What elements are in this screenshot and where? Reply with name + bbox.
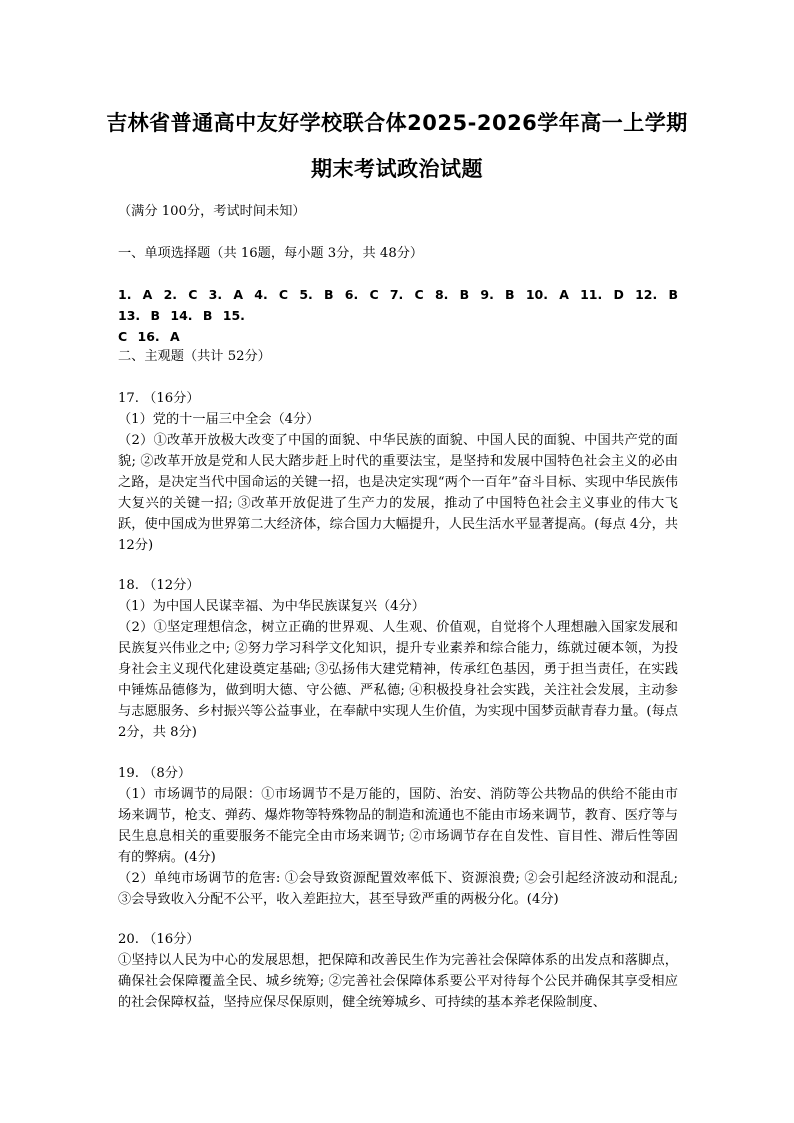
section-1-heading: 一、单项选择题（共 16题，每小题 3分，共 48分） [118,246,424,261]
exam-note [118,201,678,222]
q20-number: 20. （16分） [118,932,200,947]
title-line-2: 期末考试政治试题 [311,157,483,181]
q20-part-1: ①坚持以人民为中心的发展思想，把保障和改善民生作为完善社会保障体系的出发点和落脚点，确保社会保障覆盖全民、城乡统筹; ②完善社会保障体系要公平对待每个公民并确保其享受相应的社会保障权益，坚持应保尽保原则，健全统筹城乡、可持续的基本养老保险制度、 [118,953,678,1010]
q19-number: 19. （8分） [118,766,192,781]
choice-answers-line-2: C 16. A [118,329,180,344]
q19-part-1: （1）市场调节的局限：①市场调节不是万能的，国防、治安、消防等公共物品的供给不能由市场来调节，枪支、弹药、爆炸物等特殊物品的制造和流通也不能由市场来调节，教育、医疗等与民生息息相关的重要服务不能完全由市场来调节; ②市场调节存在自发性、盲目性、滞后性等固有的弊病。(4分) [118,787,678,865]
section-2-heading: 二、主观题（共计 52分） [118,349,271,364]
question-20 [118,929,678,1013]
q17-part-2: （2）①改革开放极大改变了中国的面貌、中华民族的面貌、中国人民的面貌、中国共产党的面貌; ②改革开放是党和人民大踏步赶上时代的重要法宝，是坚持和发展中国特色社会主义的必由之路，是决定当代中国命运的关键一招，也是决定实现“两个一百年”奋斗目标、实现中华民族伟大复兴的关键一招; ③改革开放促进了生产力的发展，推动了中国特色社会主义事业的伟大飞跃，使中国成为世界第二大经济体，综合国力大幅提升，人民生活水平显著提高。(每点 4分，共 12分) [118,433,678,553]
question-17 [118,388,678,556]
question-18 [118,575,678,743]
q17-number: 17. （16分） [118,391,200,406]
choice-answers-line-1: 1. A 2. C 3. A 4. C 5. B 6. C 7. C 8. B 9. B 10. A 11. D 12. B 13. B 14. B 15. [118,287,678,323]
q17-part-1: （1）党的十一届三中全会（4分） [118,412,320,427]
q19-part-2: （2）单纯市场调节的危害: ①会导致资源配置效率低下、资源浪费; ②会引起经济波动和混乱; ③会导致收入分配不公平，收入差距拉大，甚至导致严重的两极分化。(4分) [118,871,678,907]
q18-number: 18. （12分） [118,578,200,593]
document-title [0,100,794,192]
q18-part-2: （2）①坚定理想信念，树立正确的世界观、人生观、价值观，自觉将个人理想融入国家发展和民族复兴伟业之中; ②努力学习科学文化知识，提升专业素养和综合能力，练就过硬本领，为投身社会主义现代化建设奠定基础; ③弘扬伟大建党精神，传承红色基因，勇于担当责任，在实践中锤炼品德修为，做到明大德、守公德、严私德; ④积极投身社会实践，关注社会发展，主动参与志愿服务、乡村振兴等公益事业，在奉献中实现人生价值，为实现中国梦贡献青春力量。(每点 2分，共 8分) [118,620,678,740]
choice-answers [118,284,678,347]
section-1 [118,243,678,264]
title-line-1: 吉林省普通高中友好学校联合体2025-2026学年高一上学期 [106,111,688,135]
section-2 [118,346,678,367]
exam-note-text: （满分 100分，考试时间未知） [118,204,306,219]
question-19 [118,763,678,910]
q18-part-1: （1）为中国人民谋幸福、为中华民族谋复兴（4分） [118,599,425,614]
